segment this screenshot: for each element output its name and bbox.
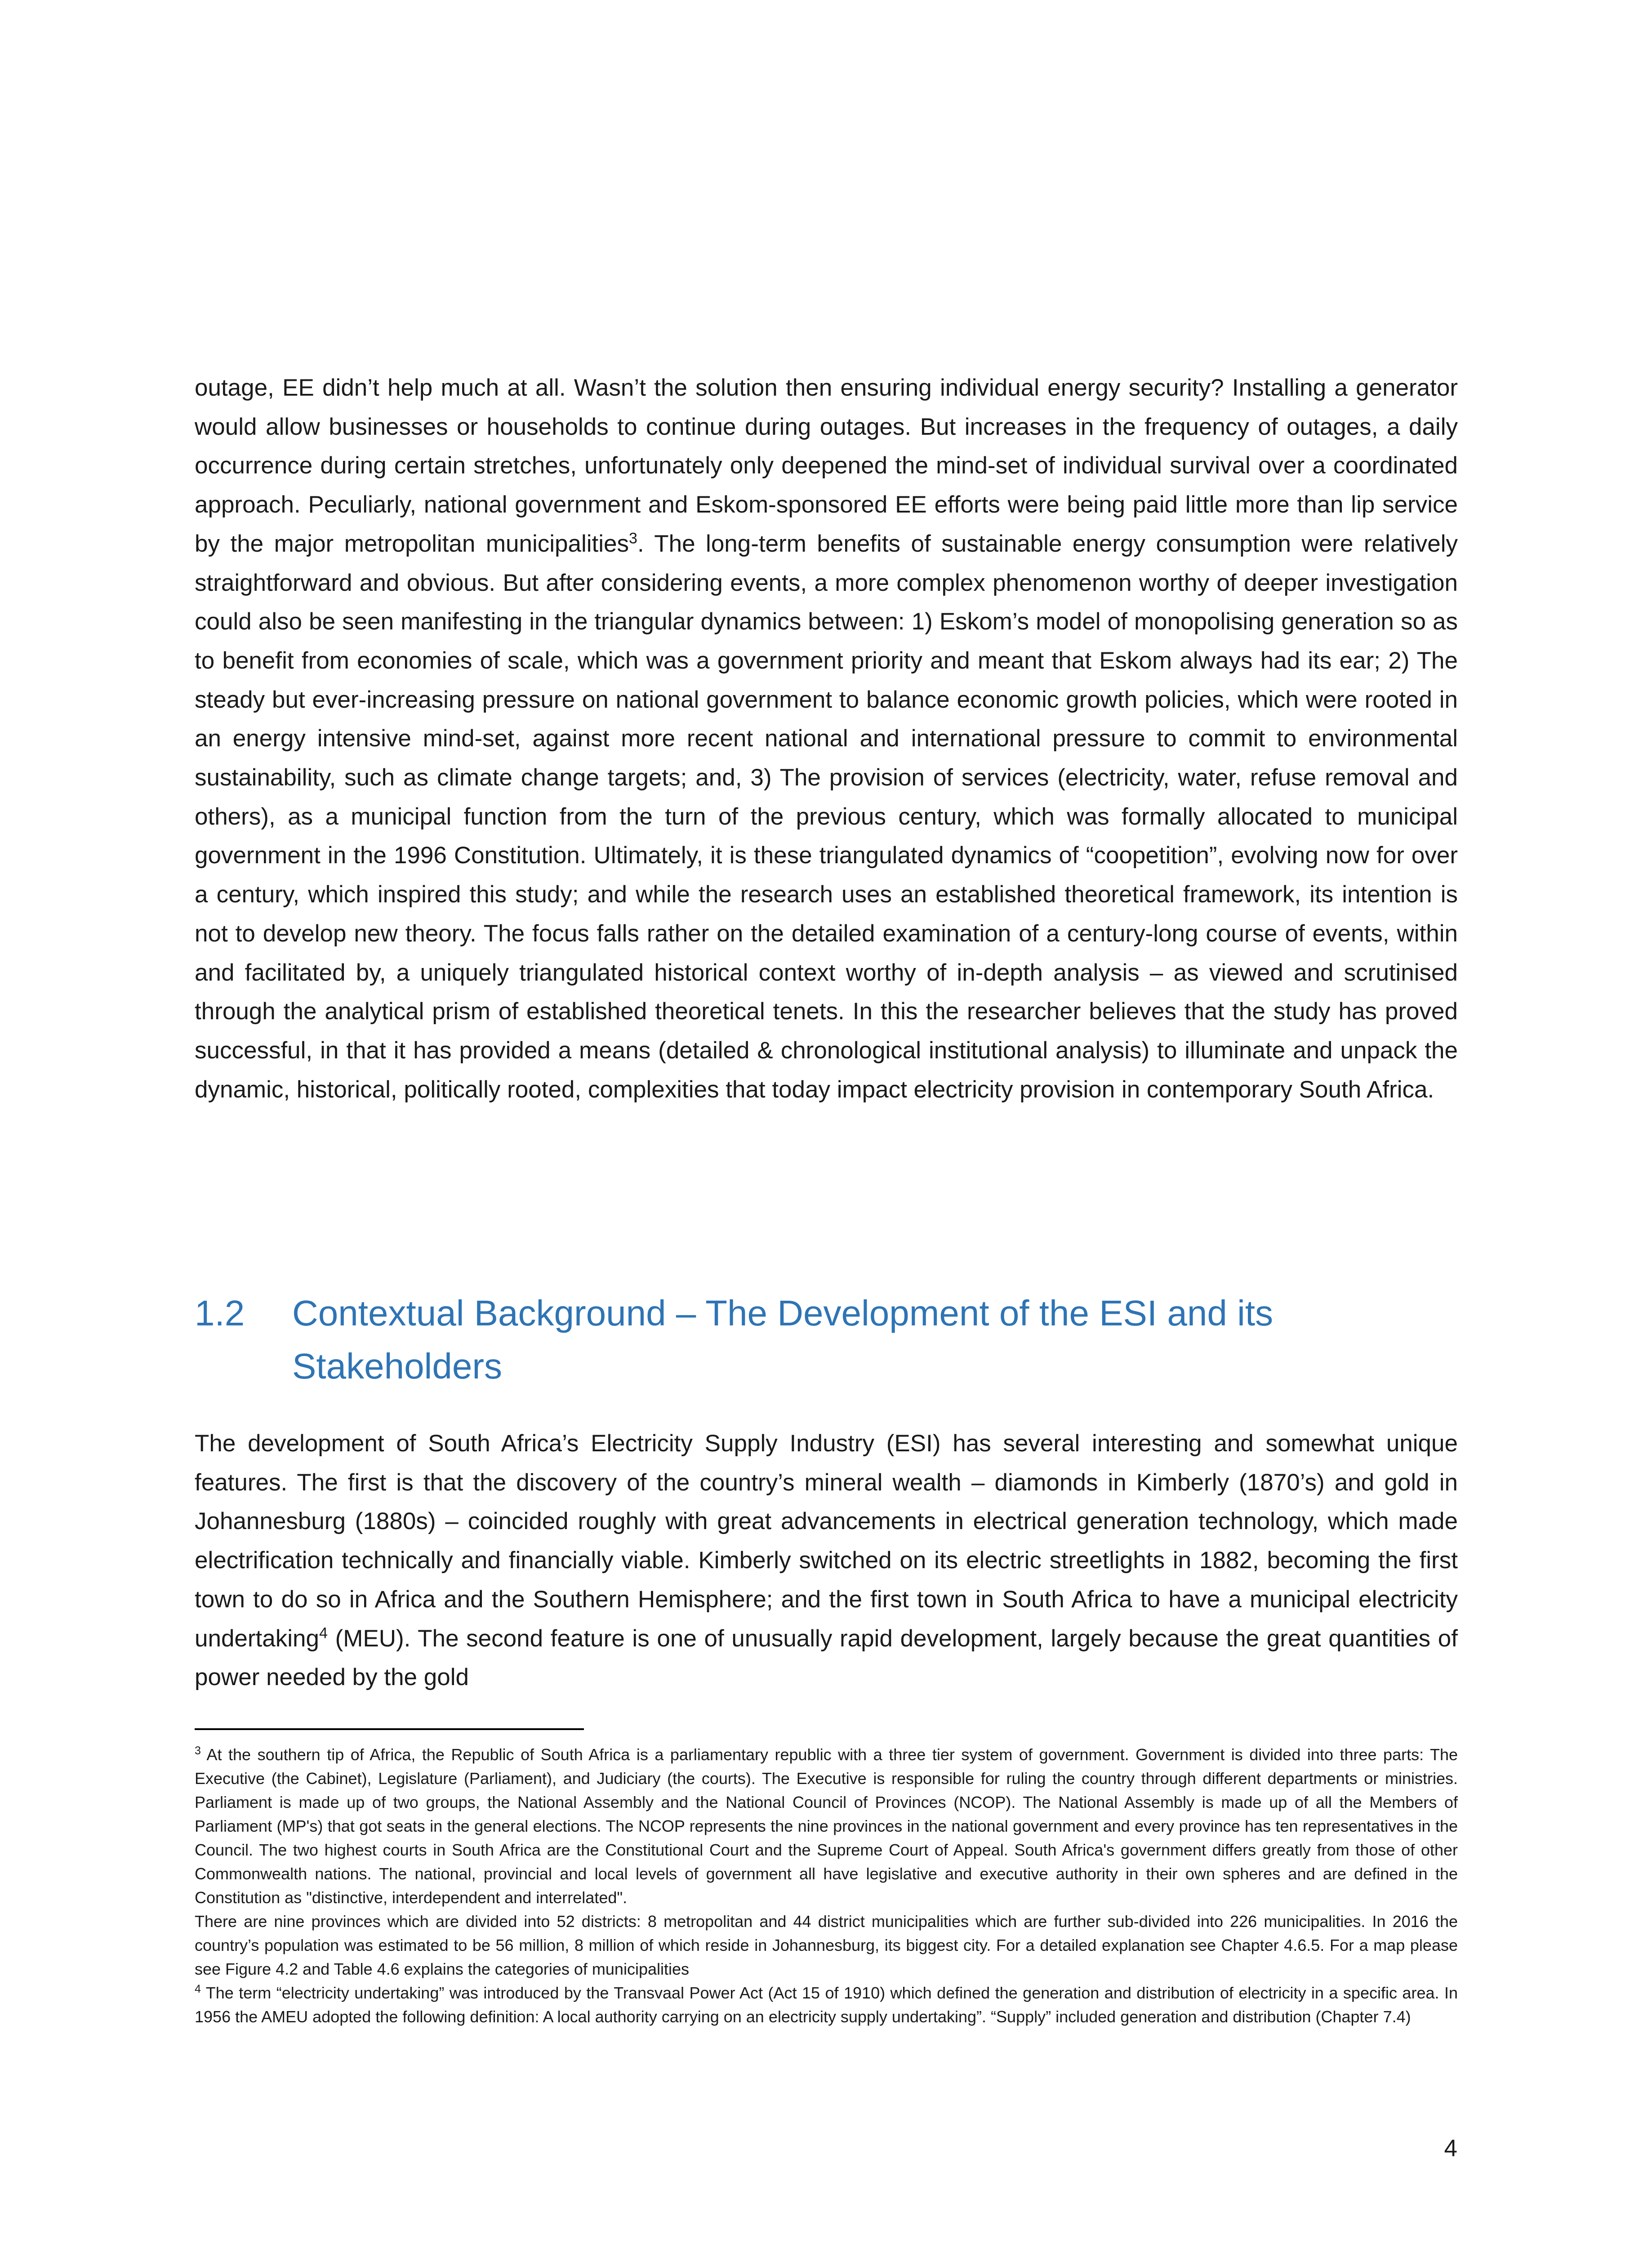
footnote-reference-4[interactable]: 4	[319, 1624, 328, 1641]
footnote-reference-3[interactable]: 3	[629, 530, 637, 547]
section-number: 1.2	[195, 1293, 245, 1333]
section-title: Contextual Background – The Development of the ESI and its Stakeholders	[292, 1293, 1274, 1386]
footnote-number: 4	[195, 1983, 201, 1995]
footnote-text: At the southern tip of Africa, the Republic of South Africa is a parliamentary republic with a three tier system of government. Government is divided into three parts: The Executive (the Cabinet), Legislature (Parliament), and Judiciary (the courts). The Executive is responsible for ruling the country through different departments or ministries. Parliament is made up of two groups, the National Assembly and the National Council of Provinces (NCOP). The National Assembly is made up of all the Members of Parliament (MP's) that got seats in the general elections. The NCOP represents the nine provinces in the national government and every province has ten representatives in the Council. The two highest courts in South Africa are the Constitutional Court and the Supreme Court of Appeal. South Africa's government differs greatly from those of other Commonwealth nations. The national, provincial and local levels of government all have legislative and executive authority in their own spheres and are defined in the Constitution as "distinctive, interdependent and interrelated".	[195, 1745, 1458, 1907]
footnote-separator	[195, 1728, 584, 1730]
paragraph-text: The development of South Africa’s Electricity Supply Industry (ESI) has several interesting and somewhat unique features. The first is that the discovery of the country’s mineral wealth – diamonds in Kimberly (1870’s) and gold in Johannesburg (1880s) – coincided roughly with great advancements in electrical generation technology, which made electrification technically and financially viable. Kimberly switched on its electric streetlights in 1882, becoming the first town to do so in Africa and the Southern Hemisphere; and the first town in South Africa to have a municipal electricity undertaking	[195, 1430, 1458, 1652]
paragraph-text: (MEU). The second feature is one of unusually rapid development, largely because the great quantities of power needed by the gold	[195, 1625, 1458, 1691]
footnote-4	[195, 1981, 1458, 2029]
footnote-text: The term “electricity undertaking” was introduced by the Transvaal Power Act (Act 15 of 1910) which defined the generation and distribution of electricity in a specific area. In 1956 the AMEU adopted the following definition: A local authority carrying on an electricity supply undertaking”. “Supply” included generation and distribution (Chapter 7.4)	[195, 1984, 1458, 2026]
paragraph-text: outage, EE didn’t help much at all. Wasn’t the solution then ensuring individual energy security? Installing a generator would allow businesses or households to continue during outages. But increases in the frequency of outages, a daily occurrence during certain stretches, unfortunately only deepened the mind-set of individual survival over a coordinated approach. Peculiarly, national government and Eskom-sponsored EE efforts were being paid little more than lip service by the major metropolitan municipalities	[195, 375, 1458, 557]
body-paragraph-2	[195, 1424, 1458, 1697]
body-paragraph-1	[195, 369, 1458, 1109]
page-number: 4	[1444, 2135, 1457, 2162]
footnote-number: 3	[195, 1744, 201, 1757]
paragraph-text: . The long-term benefits of sustainable energy consumption were relatively straightforward and obvious. But after considering events, a more complex phenomenon worthy of deeper investigation could also be seen manifesting in the triangular dynamics between: 1) Eskom’s model of monopolising generation so as to benefit from economies of scale, which was a government priority and meant that Eskom always had its ear; 2) The steady but ever-increasing pressure on national government to balance economic growth policies, which were rooted in an energy intensive mind-set, against more recent national and international pressure to commit to environmental sustainability, such as climate change targets; and, 3) The provision of services (electricity, water, refuse removal and others), as a municipal function from the turn of the previous century, which was formally allocated to municipal government in the 1996 Constitution. Ultimately, it is these triangulated dynamics of “coopetition”, evolving now for over a century, which inspired this study; and while the research uses an established theoretical framework, its intention is not to develop new theory. The focus falls rather on the detailed examination of a century-long course of events, within and facilitated by, a uniquely triangulated historical context worthy of in-depth analysis – as viewed and scrutinised through the analytical prism of established theoretical tenets. In this the researcher believes that the study has proved successful, in that it has provided a means (detailed & chronological institutional analysis) to illuminate and unpack the dynamic, historical, politically rooted, complexities that today impact electricity provision in contemporary South Africa.	[195, 530, 1458, 1103]
section-heading	[195, 1287, 1458, 1393]
footnotes-section	[195, 1743, 1458, 2029]
footnote-3-continuation: There are nine provinces which are divided into 52 districts: 8 metropolitan and 44 district municipalities which are further sub-divided into 226 municipalities. In 2016 the country’s population was estimated to be 56 million, 8 million of which reside in Johannesburg, its biggest city. For a detailed explanation see Chapter 4.6.5. For a map please see Figure 4.2 and Table 4.6 explains the categories of municipalities	[195, 1912, 1458, 1978]
footnote-3	[195, 1743, 1458, 1909]
